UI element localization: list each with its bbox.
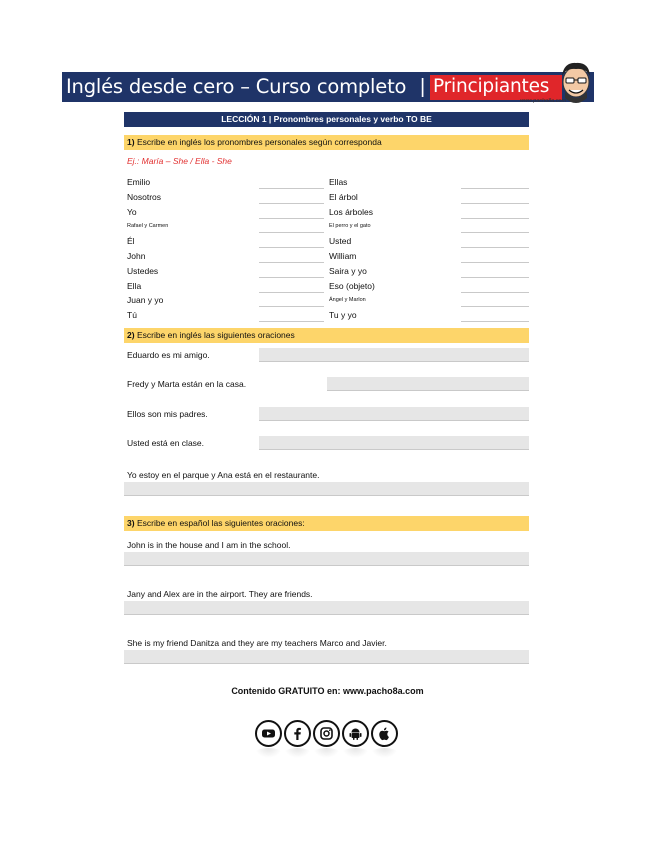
banner-highlight: Principiantes bbox=[433, 76, 550, 97]
right-answer-field[interactable] bbox=[461, 281, 529, 293]
sentence-3-1: John is in the house and I am in the school. bbox=[127, 540, 291, 550]
section-3-number: 3) bbox=[127, 518, 135, 528]
banner-title: Inglés desde cero – Curso completo bbox=[66, 75, 407, 98]
android-reflection bbox=[342, 748, 369, 758]
answer-field-2-4[interactable] bbox=[259, 436, 529, 450]
answer-field-3-2[interactable] bbox=[124, 601, 529, 615]
right-pronoun-label: Eso (objeto) bbox=[329, 280, 375, 291]
facebook-reflection bbox=[284, 748, 311, 758]
section-1-number: 1) bbox=[127, 137, 135, 147]
sentence-2-4: Usted está en clase. bbox=[127, 438, 205, 448]
left-pronoun-label: Rafael y Carmen bbox=[127, 223, 169, 230]
left-answer-field[interactable] bbox=[259, 266, 324, 278]
right-answer-field[interactable] bbox=[461, 251, 529, 263]
left-answer-field[interactable] bbox=[259, 310, 324, 322]
left-pronoun-label: Tú bbox=[127, 310, 137, 321]
section-1-instruction: Escribe en inglés los pronombres personales según corresponda bbox=[136, 137, 382, 147]
facebook-icon[interactable] bbox=[284, 720, 311, 747]
android-icon[interactable] bbox=[342, 720, 369, 747]
section-1-header bbox=[124, 135, 529, 150]
section-2-number: 2) bbox=[127, 330, 135, 340]
right-answer-field[interactable] bbox=[461, 207, 529, 219]
right-pronoun-label: Los árboles bbox=[329, 206, 373, 217]
right-pronoun-label: Ellas bbox=[329, 177, 348, 187]
left-pronoun-label: Ella bbox=[127, 280, 142, 291]
right-answer-field[interactable] bbox=[461, 266, 529, 278]
sentence-2-2: Fredy y Marta están en la casa. bbox=[127, 379, 247, 389]
left-pronoun-label: Emilio bbox=[127, 177, 151, 187]
left-answer-field[interactable] bbox=[259, 221, 324, 233]
sentence-2-5: Yo estoy en el parque y Ana está en el restaurante. bbox=[127, 470, 320, 480]
left-answer-field[interactable] bbox=[259, 295, 324, 307]
sentence-2-3: Ellos son mis padres. bbox=[127, 409, 208, 419]
footer-text: Contenido GRATUITO en: www.pacho8a.com bbox=[231, 686, 424, 696]
section-2-header bbox=[124, 328, 529, 343]
left-answer-field[interactable] bbox=[259, 207, 324, 219]
answer-field-2-3[interactable] bbox=[259, 407, 529, 421]
right-answer-field[interactable] bbox=[461, 295, 529, 307]
right-pronoun-label: El perro y el gato bbox=[329, 223, 371, 230]
right-pronoun-label: Saira y yo bbox=[329, 265, 367, 276]
left-pronoun-label: Juan y yo bbox=[127, 295, 164, 306]
avatar-icon bbox=[556, 58, 596, 108]
right-answer-field[interactable] bbox=[461, 236, 529, 248]
section-2-instruction: Escribe en inglés las siguientes oraciones bbox=[136, 330, 295, 340]
instagram-icon[interactable] bbox=[313, 720, 340, 747]
right-answer-field[interactable] bbox=[461, 310, 529, 322]
instagram-reflection bbox=[313, 748, 340, 758]
youtube-icon[interactable] bbox=[255, 720, 282, 747]
right-pronoun-label: William bbox=[329, 251, 357, 261]
right-answer-field[interactable] bbox=[461, 221, 529, 233]
left-pronoun-label: Él bbox=[127, 236, 135, 247]
right-pronoun-label: Usted bbox=[329, 236, 352, 247]
right-pronoun-label: Ángel y Marlon bbox=[329, 297, 366, 304]
left-answer-field[interactable] bbox=[259, 192, 324, 204]
banner-site: www.pacho8a.com bbox=[520, 98, 567, 104]
left-pronoun-label: Ustedes bbox=[127, 265, 159, 276]
banner-separator: | bbox=[420, 76, 426, 98]
sentence-3-3: She is my friend Danitza and they are my teachers Marco and Javier. bbox=[127, 638, 387, 648]
youtube-reflection bbox=[255, 748, 282, 758]
sentence-3-2: Jany and Alex are in the airport. They are friends. bbox=[127, 589, 313, 599]
answer-field-2-5[interactable] bbox=[124, 482, 529, 496]
answer-field-3-3[interactable] bbox=[124, 650, 529, 664]
left-pronoun-label: Nosotros bbox=[127, 191, 162, 202]
left-answer-field[interactable] bbox=[259, 281, 324, 293]
left-answer-field[interactable] bbox=[259, 236, 324, 248]
right-answer-field[interactable] bbox=[461, 177, 529, 189]
left-pronoun-label: John bbox=[127, 251, 146, 261]
left-answer-field[interactable] bbox=[259, 177, 324, 189]
answer-field-3-1[interactable] bbox=[124, 552, 529, 566]
apple-reflection bbox=[371, 748, 398, 758]
apple-icon[interactable] bbox=[371, 720, 398, 747]
section-3-header bbox=[124, 516, 529, 531]
right-answer-field[interactable] bbox=[461, 192, 529, 204]
section-1-example: Ej.: María – She / Ella - She bbox=[127, 156, 232, 166]
answer-field-2-1[interactable] bbox=[259, 348, 529, 362]
left-answer-field[interactable] bbox=[259, 251, 324, 263]
sentence-2-1: Eduardo es mi amigo. bbox=[127, 350, 210, 360]
right-pronoun-label: Tu y yo bbox=[329, 310, 357, 321]
lesson-title: LECCIÓN 1 | Pronombres personales y verbo TO BE bbox=[124, 112, 529, 127]
left-pronoun-label: Yo bbox=[127, 206, 137, 217]
right-pronoun-label: El árbol bbox=[329, 191, 358, 202]
section-3-instruction: Escribe en español las siguientes oraciones: bbox=[136, 518, 305, 528]
answer-field-2-2[interactable] bbox=[327, 377, 529, 391]
